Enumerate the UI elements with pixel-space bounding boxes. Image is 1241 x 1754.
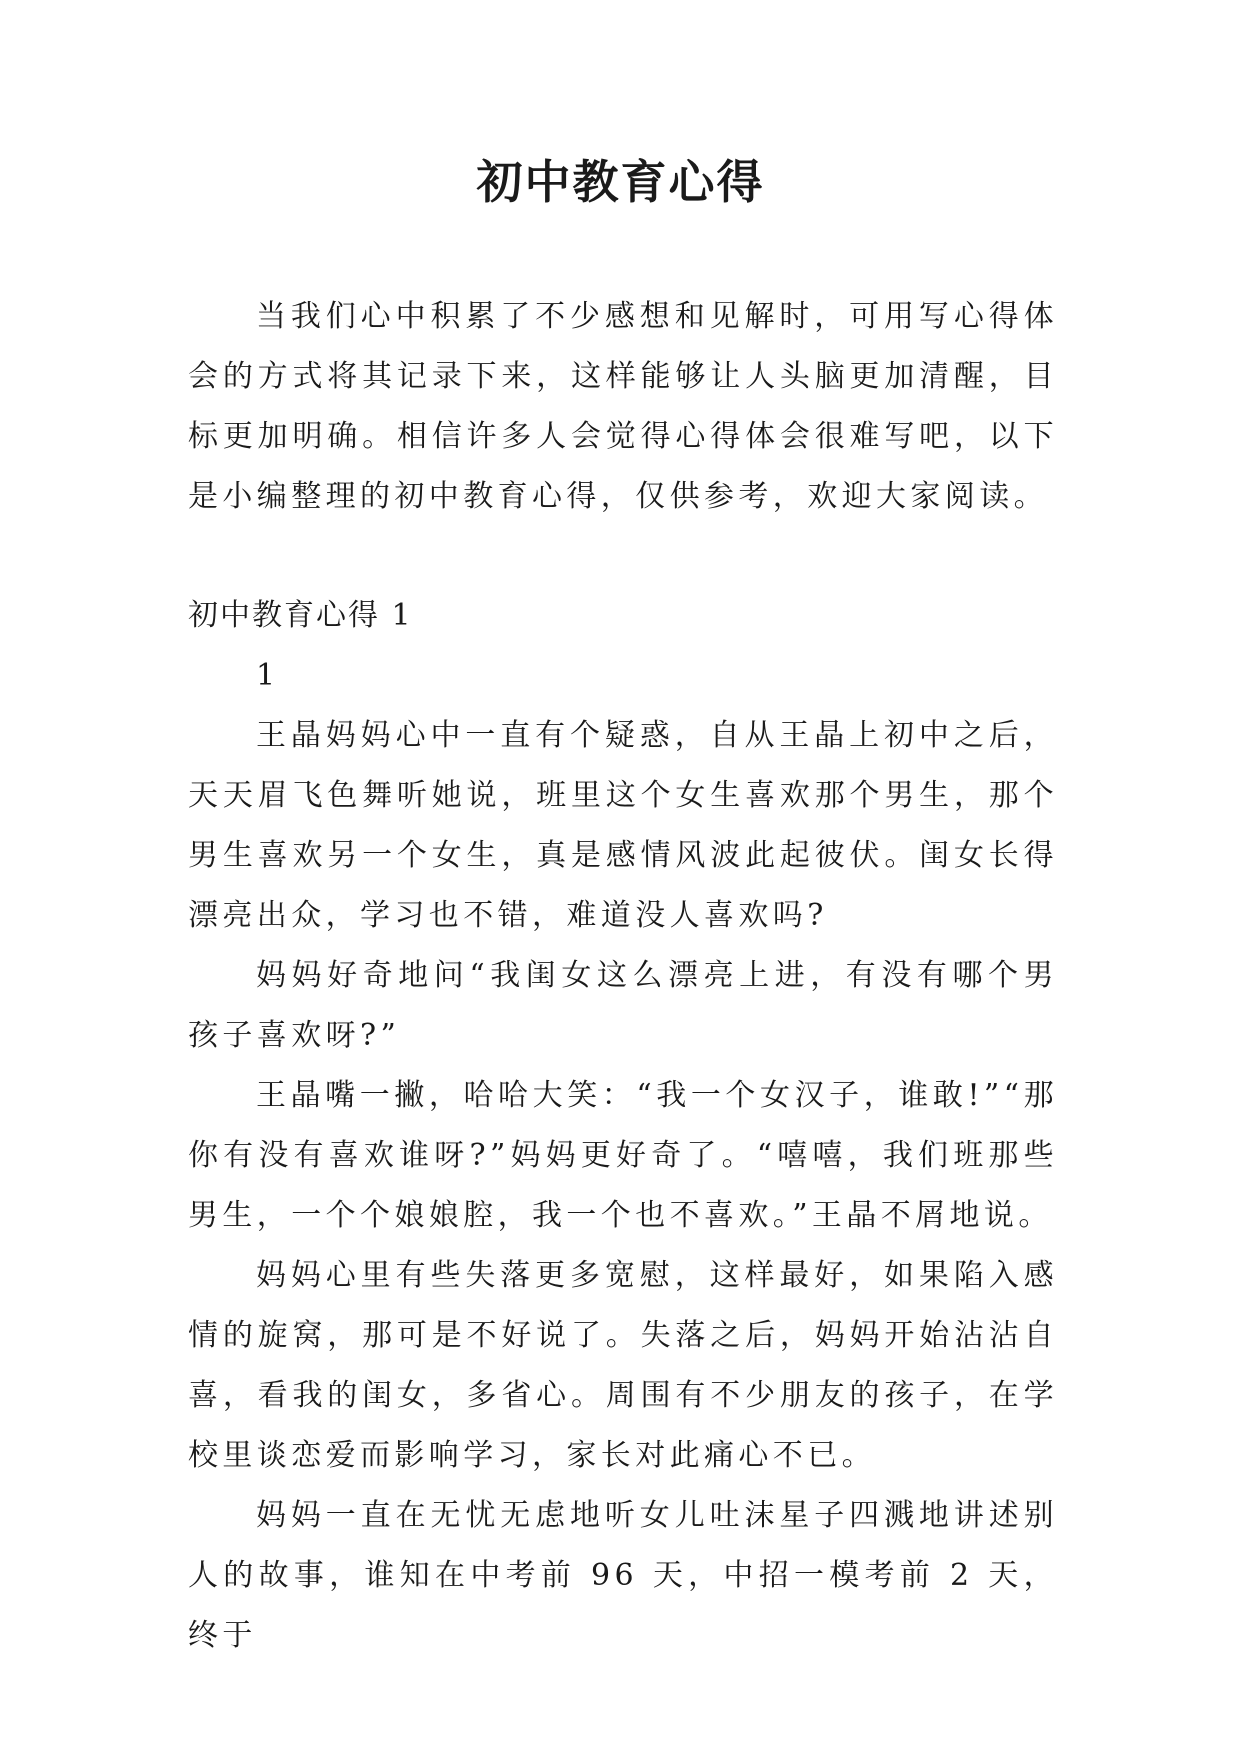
intro-paragraph: 当我们心中积累了不少感想和见解时，可用写心得体会的方式将其记录下来，这样能够让人头脑更加清醒，目标更加明确。相信许多人会觉得心得体会很难写吧，以下是小编整理的初中教育心得，仅供参考，欢迎大家阅读。 bbox=[188, 299, 1058, 514]
body-paragraph: 妈妈好奇地问“我闺女这么漂亮上进，有没有哪个男孩子喜欢呀?” bbox=[188, 958, 1058, 1053]
body-paragraph: 王晶妈妈心中一直有个疑惑，自从王晶上初中之后，天天眉飞色舞听她说，班里这个女生喜欢那个男生，那个男生喜欢另一个女生，真是感情风波此起彼伏。闺女长得漂亮出众，学习也不错，难道没人喜欢吗? bbox=[188, 718, 1058, 933]
document-title: 初中教育心得 bbox=[476, 155, 765, 209]
body-paragraph: 妈妈一直在无忧无虑地听女儿吐沫星子四溅地讲述别人的故事，谁知在中考前 96 天，中招一模考前 2 天，终于 bbox=[188, 1498, 1058, 1653]
section-number: 1 bbox=[256, 658, 280, 693]
section-heading: 初中教育心得 1 bbox=[188, 598, 413, 633]
body-paragraph: 王晶嘴一撇，哈哈大笑：“我一个女汉子，谁敢!”“那你有没有喜欢谁呀?”妈妈更好奇了。“嘻嘻，我们班那些男生，一个个娘娘腔，我一个也不喜欢。”王晶不屑地说。 bbox=[188, 1078, 1058, 1233]
document-body bbox=[188, 287, 1058, 1666]
body-paragraph: 妈妈心里有些失落更多宽慰，这样最好，如果陷入感情的旋窝，那可是不好说了。失落之后，妈妈开始沾沾自喜，看我的闺女，多省心。周围有不少朋友的孩子，在学校里谈恋爱而影响学习，家长对此痛心不已。 bbox=[188, 1258, 1058, 1473]
